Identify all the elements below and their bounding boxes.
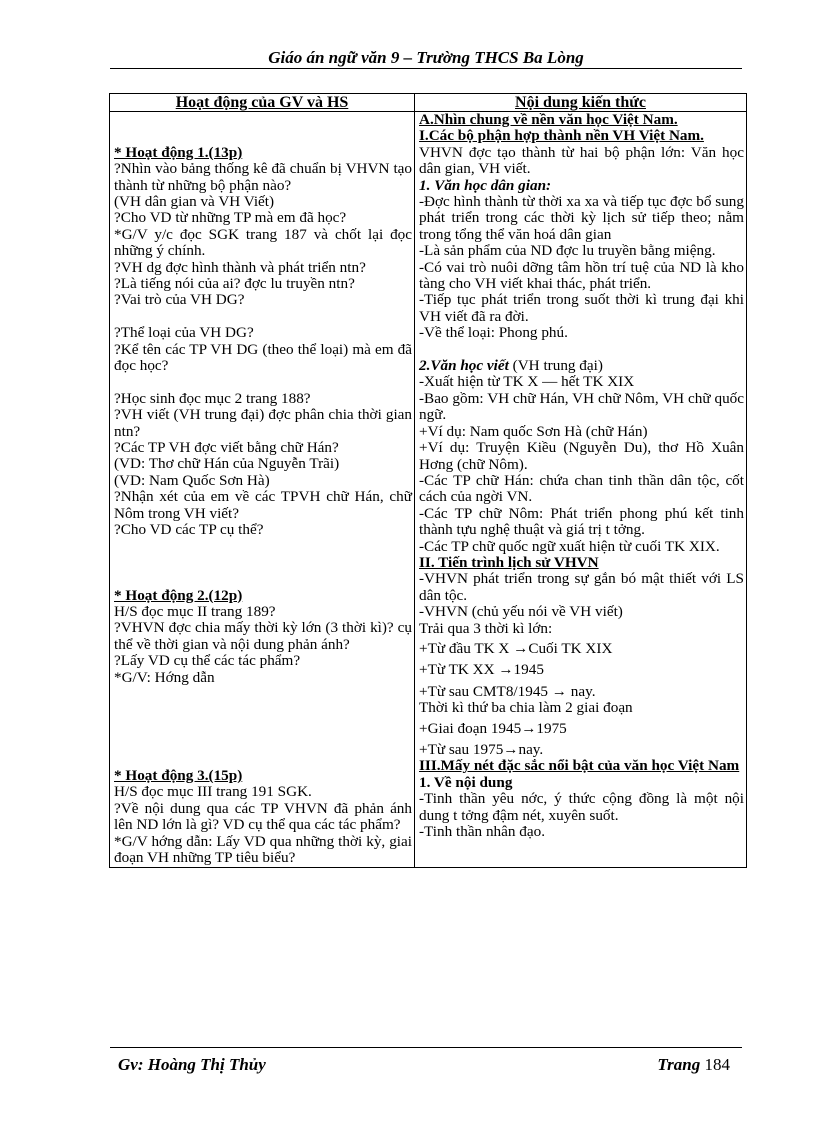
- content-text: -Các TP chữ Hán: chứa chan tinh thần dân tộc, cốt cách của ngời VN.: [419, 471, 744, 506]
- question-text: (VD: Nam Quốc Sơn Hà): [114, 471, 270, 489]
- content-text: -Tinh thần nhân đạo.: [419, 823, 545, 841]
- spacer: [419, 342, 744, 358]
- footer-author: Gv: Hoàng Thị Thủy: [118, 1055, 266, 1074]
- section-a-heading: A.Nhìn chung về nền văn học Việt Nam.: [419, 111, 678, 128]
- content-text: +Từ sau CMT8/1945 → nay.: [419, 682, 596, 700]
- spacer: [114, 719, 412, 735]
- question-text: ?VH viết (VH trung đại) đợc phân chia thời gian ntn?: [114, 406, 412, 440]
- question-text: ?Các TP VH đợc viết bằng chữ Hán?: [114, 439, 339, 457]
- question-text: *G/V: Hớng dẫn: [114, 668, 215, 686]
- spacer: [114, 571, 412, 587]
- question-text: *G/V hớng dẫn: Lấy VD qua những thời kỳ, giai đoạn VH những TP tiêu biểu?: [114, 832, 412, 867]
- question-text: H/S đọc mục II trang 189?: [114, 603, 276, 621]
- section-ii-heading: II. Tiến trình lịch sử VHVN: [419, 553, 599, 571]
- page-word: Trang: [657, 1055, 701, 1074]
- lesson-table: [109, 93, 747, 868]
- activity-2-heading: * Hoạt động 2.(12p): [114, 586, 243, 604]
- content-text: -Xuất hiện từ TK X — hết TK XIX: [419, 373, 635, 391]
- spacer: [114, 703, 412, 719]
- spacer: [114, 374, 412, 390]
- question-text: ?Nhìn vào bảng thống kê đã chuẩn bị VHVN tạo thành từ những bộ phận nào?: [114, 160, 412, 194]
- spacer: [114, 735, 412, 751]
- question-text: ?Cho VD từ những TP mà em đã học?: [114, 209, 347, 227]
- section-i-heading: I.Các bộ phận hợp thành nền VH Việt Nam.: [419, 127, 704, 145]
- question-text: ?Về nội dung qua các TP VHVN đã phản ánh lên ND lớn là gì? VD cụ thể qua các tác phẩm?: [114, 799, 412, 834]
- header-rule: [110, 68, 742, 69]
- question-text: ?Cho VD các TP cụ thể?: [114, 521, 264, 539]
- spacer: [114, 686, 412, 702]
- content-text: Trải qua 3 thời kì lớn:: [419, 619, 553, 637]
- question-text: ?Thể loại của VH DG?: [114, 324, 254, 342]
- spacer: [114, 555, 412, 571]
- spacer: [114, 752, 412, 768]
- section-iii-heading: III.Mấy nét đặc sắc nổi bật của văn học Việt Nam: [419, 757, 740, 775]
- col-header-content: Nội dung kiến thức: [415, 94, 747, 112]
- question-text: ?Là tiếng nói của ai? đợc lu truyền ntn?: [114, 275, 355, 293]
- spacer: [114, 309, 412, 325]
- question-text: (VH dân gian và VH Viết): [114, 193, 275, 210]
- content-text: Thời kì thứ ba chia làm 2 giai đoạn: [419, 699, 633, 717]
- content-text: (VH trung đại): [508, 357, 603, 375]
- question-text: ?VH dg đợc hình thành và phát triển ntn?: [114, 258, 366, 276]
- content-text: VHVN đợc tạo thành từ hai bộ phận lớn: Văn học dân gian, VH viết.: [419, 143, 744, 178]
- question-text: ?Vai trò của VH DG?: [114, 291, 245, 309]
- content-text: -Tinh thần yêu nớc, ý thức cộng đồng là một nội dung t tởng đậm nét, xuyên suốt.: [419, 790, 744, 824]
- content-text: +Ví dụ: Nam quốc Sơn Hà (chữ Hán): [419, 422, 648, 440]
- page-header-title: Giáo án ngữ văn 9 – Trường THCS Ba Lòng: [268, 48, 584, 67]
- question-text: H/S đọc mục III trang 191 SGK.: [114, 783, 312, 801]
- activity-3-heading: * Hoạt động 3.(15p): [114, 767, 243, 785]
- content-text: -VHVN phát triển trong sự gắn bó mật thiết với LS dân tộc.: [419, 570, 744, 604]
- question-text: (VD: Thơ chữ Hán của Nguyễn Trãi): [114, 455, 340, 473]
- content-text: -Đợc hình thành từ thời xa xa và tiếp tục đợc bổ sung phát triển trong các thời kỳ lịch sử tiếp theo; nằm trong tổng thể văn hoá dân gian: [419, 193, 744, 243]
- question-text: ?Học sinh đọc mục 2 trang 188?: [114, 389, 311, 407]
- question-text: ?Lấy VD cụ thể các tác phẩm?: [114, 652, 301, 670]
- spacer: [114, 539, 412, 555]
- content-text: -Là sản phẩm của ND đợc lu truyền bằng miệng.: [419, 242, 716, 260]
- content-text: -Bao gồm: VH chữ Hán, VH chữ Nôm, VH chữ quốc ngữ.: [419, 389, 744, 424]
- activities-column: [110, 112, 415, 868]
- question-text: ?Kể tên các TP VH DG (theo thể loại) mà em đã đọc học?: [114, 340, 412, 375]
- question-text: ?VHVN đợc chia mấy thời kỳ lớn (3 thời kì)? cụ thể về thời gian và nội dung phản ánh?: [114, 619, 412, 653]
- page-number: 184: [704, 1055, 730, 1074]
- spacer: [114, 128, 412, 144]
- spacer: [114, 112, 412, 128]
- content-text: +Từ đầu TK X →Cuối TK XIX: [419, 639, 613, 657]
- content-text: +Từ sau 1975→nay.: [419, 741, 544, 759]
- footer-page: [657, 1055, 730, 1075]
- activity-1-heading: * Hoạt động 1.(13p): [114, 143, 243, 161]
- content-text: -Có vai trò nuôi dỡng tâm hồn trí tuệ của ND là kho tàng cho VH viết khai thác, phát triển.: [419, 258, 744, 293]
- table-body-row: [110, 112, 747, 868]
- question-text: *G/V y/c đọc SGK trang 187 và chốt lại đọc những ý chính.: [114, 225, 412, 260]
- subsection-line: [419, 358, 744, 374]
- question-text: ?Nhận xét của em về các TPVH chữ Hán, chữ Nôm trong VH viết?: [114, 488, 412, 522]
- footer-rule: [110, 1047, 742, 1048]
- content-text: +Ví dụ: Truyện Kiều (Nguyễn Du), thơ Hồ Xuân Hơng (chữ Nôm).: [419, 439, 744, 473]
- col-header-activities: Hoạt động của GV và HS: [110, 94, 415, 112]
- subsection-heading: 2.Văn học viết: [419, 357, 509, 375]
- content-text: -Về thể loại: Phong phú.: [419, 324, 568, 342]
- subsection-heading: 1. Về nội dung: [419, 773, 513, 791]
- content-text: -Tiếp tục phát triển trong suốt thời kì trung đại khi VH viết đã ra đời.: [419, 291, 744, 325]
- content-text: -VHVN (chủ yếu nói về VH viết): [419, 603, 623, 621]
- subsection-heading: 1. Văn học dân gian:: [419, 176, 552, 194]
- content-text: +Từ TK XX →1945: [419, 661, 544, 679]
- content-text: -Các TP chữ Nôm: Phát triển phong phú kết tinh thành tựu nghệ thuật và giá trị t tởng.: [419, 504, 744, 539]
- content-text: -Các TP chữ quốc ngữ xuất hiện từ cuối TK XIX.: [419, 537, 720, 555]
- content-column: [415, 112, 747, 868]
- content-text: +Giai đoạn 1945→1975: [419, 719, 567, 737]
- table-header-row: [110, 94, 747, 112]
